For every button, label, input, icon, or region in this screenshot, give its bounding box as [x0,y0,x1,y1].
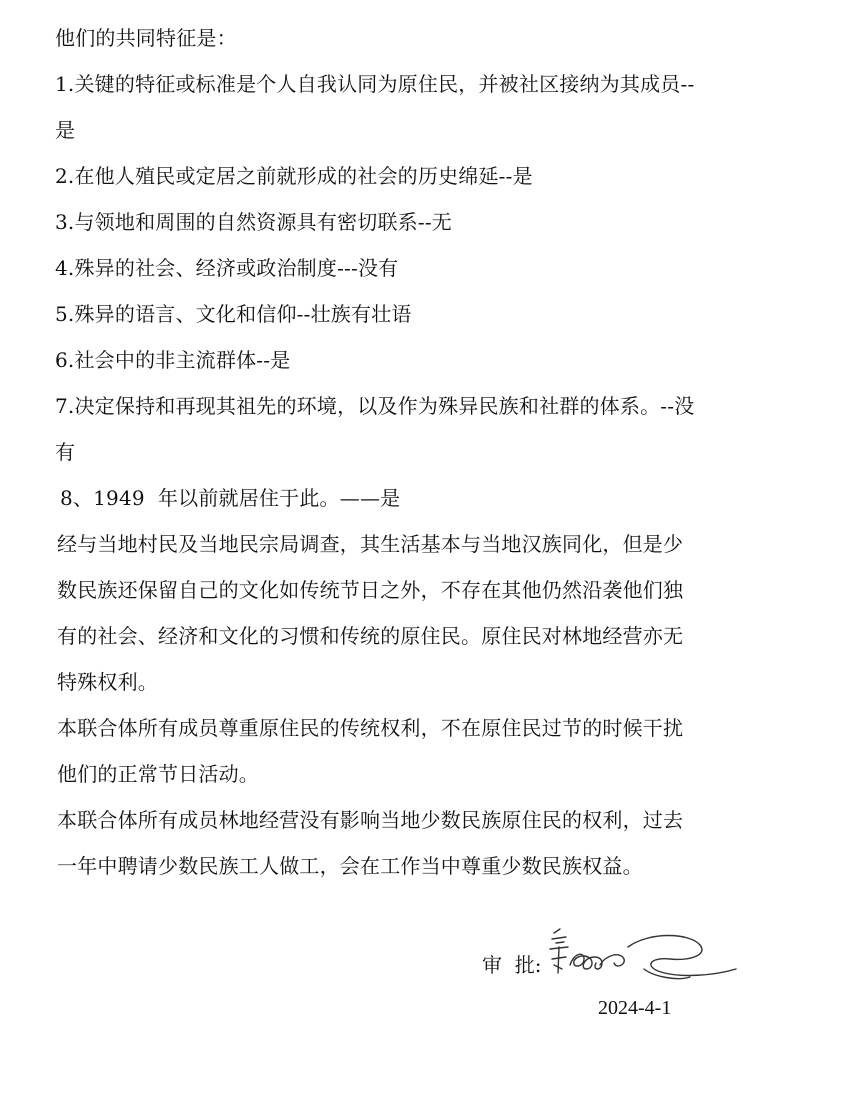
text-line-item-1: 1.关键的特征或标准是个人自我认同为原住民，并被社区接纳为其成员-- [55,72,695,96]
text-line-para-1-a: 经与当地村民及当地民宗局调查，其生活基本与当地汉族同化，但是少 [57,532,684,556]
handwritten-signature [540,925,740,995]
text-line-para-1-b: 数民族还保留自己的文化如传统节日之外，不存在其他仍然沿袭他们独 [57,578,684,602]
text-line-item-7: 7.决定保持和再现其祖先的环境，以及作为殊异民族和社群的体系。--没 [55,394,695,418]
approval-block [480,925,780,1025]
text-line-para-1-d: 特殊权利。 [57,670,158,694]
text-line-item-6: 6.社会中的非主流群体--是 [55,348,291,372]
text-line-item-2: 2.在他人殖民或定居之前就形成的社会的历史绵延--是 [55,164,533,188]
text-line-item-7-cont: 有 [55,440,76,464]
text-line-para-1-c: 有的社会、经济和文化的习惯和传统的原住民。原住民对林地经营亦无 [57,624,684,648]
text-line-para-2-b: 他们的正常节日活动。 [57,762,259,786]
text-line-item-3: 3.与领地和周围的自然资源具有密切联系--无 [55,210,452,234]
text-line-para-2-a: 本联合体所有成员尊重原住民的传统权利，不在原住民过节的时候干扰 [57,716,684,740]
text-line-item-1-cont: 是 [55,118,76,142]
text-line-item-5: 5.殊异的语言、文化和信仰--壮族有壮语 [55,302,412,326]
text-line-intro: 他们的共同特征是： [55,26,237,50]
approval-date: 2024-4-1 [598,997,672,1019]
text-line-item-8: 8、1949 年以前就居住于此。——是 [60,486,401,510]
text-line-para-3-b: 一年中聘请少数民族工人做工，会在工作当中尊重少数民族权益。 [57,854,643,878]
approval-label: 审 批: [482,953,542,977]
text-line-item-4: 4.殊异的社会、经济或政治制度---没有 [55,256,399,280]
text-line-para-3-a: 本联合体所有成员林地经营没有影响当地少数民族原住民的权利，过去 [57,808,684,832]
